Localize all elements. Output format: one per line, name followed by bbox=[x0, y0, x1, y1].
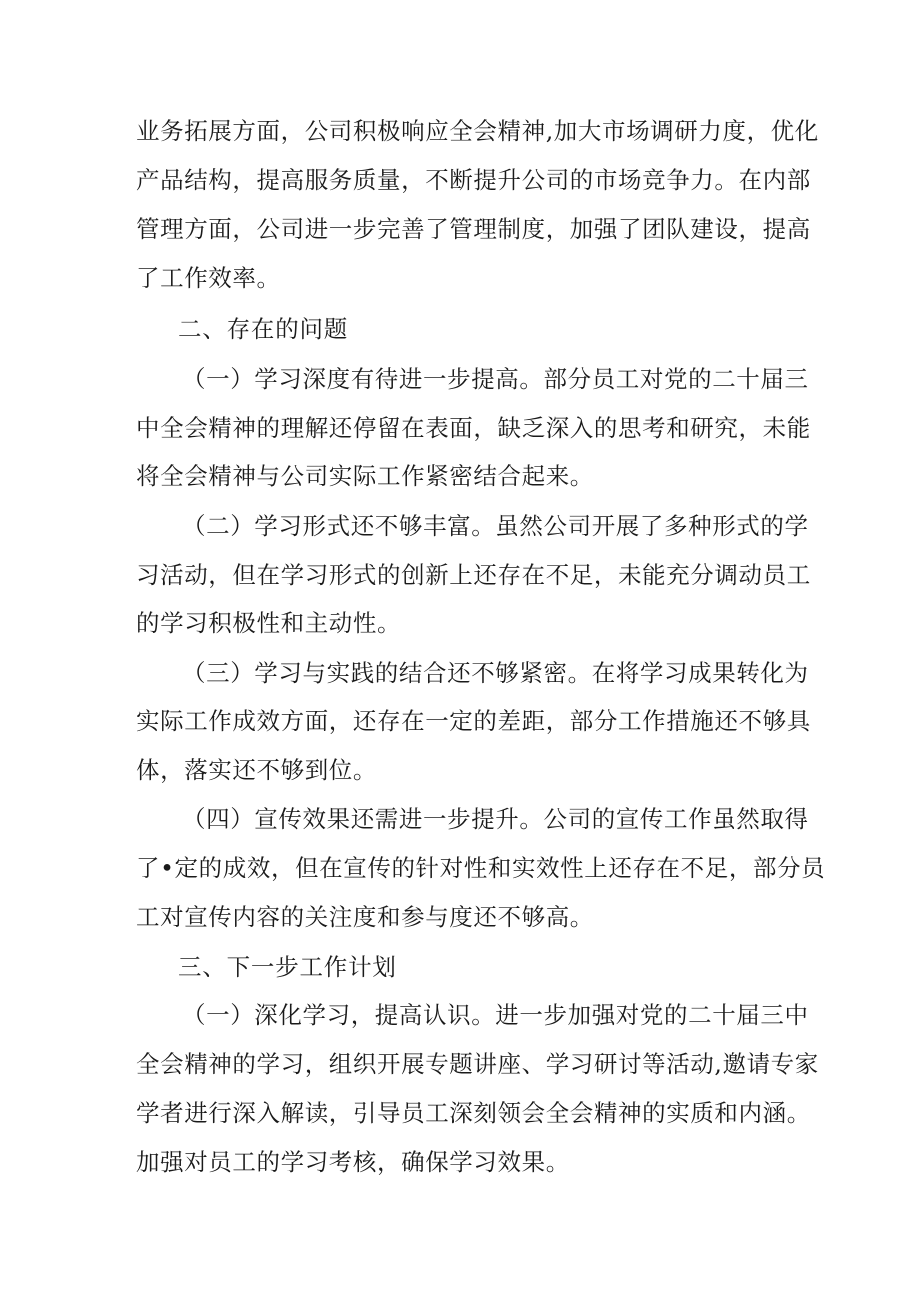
paragraph-line: 业务拓展方面，公司积极响应全会精神,加大市场调研力度，优化 bbox=[136, 117, 819, 145]
paragraph-line: 产品结构，提高服务质量，不断提升公司的市场竞争力。在内部 bbox=[136, 166, 811, 194]
paragraph-line: 的学习积极性和主动性。 bbox=[136, 609, 402, 637]
paragraph-line: 学者进行深入解读，引导员工深刻领会全会精神的实质和内涵。 bbox=[136, 1099, 811, 1127]
paragraph-line: 实际工作成效方面，还存在一定的差距，部分工作措施还不够具 bbox=[136, 707, 811, 735]
paragraph-line: 中全会精神的理解还停留在表面，缺乏深入的思考和研究，未能 bbox=[136, 414, 811, 442]
paragraph-line: （一）深化学习，提高认识。进一步加强对党的二十届三中 bbox=[182, 1001, 809, 1029]
paragraph-line: 了工作效率。 bbox=[136, 264, 281, 292]
paragraph-line: （二）学习形式还不够丰富。虽然公司开展了多种形式的学 bbox=[182, 512, 809, 540]
paragraph-line: （四）宣传效果还需进一步提升。公司的宣传工作虽然取得 bbox=[182, 805, 809, 833]
section-heading-next-steps: 三、下一步工作计划 bbox=[178, 953, 397, 981]
paragraph-line: 加强对员工的学习考核，确保学习效果。 bbox=[136, 1148, 570, 1176]
paragraph-line: 了•定的成效，但在宣传的针对性和实效性上还存在不足，部分员 bbox=[136, 854, 826, 882]
paragraph-line: 将全会精神与公司实际工作紧密结合起来。 bbox=[136, 462, 594, 490]
paragraph-line: 体，落实还不够到位。 bbox=[136, 756, 377, 784]
paragraph-line: （三）学习与实践的结合还不够紧密。在将学习成果转化为 bbox=[182, 659, 809, 687]
paragraph-line: 习活动，但在学习形式的创新上还存在不足，未能充分调动员工 bbox=[136, 561, 811, 589]
paragraph-line: 全会精神的学习，组织开展专题讲座、学习研讨等活动,邀请专家 bbox=[136, 1050, 819, 1078]
paragraph-line: （一）学习深度有待进一步提高。部分员工对党的二十届三 bbox=[182, 365, 809, 393]
paragraph-line: 工对宣传内容的关注度和参与度还不够高。 bbox=[136, 903, 594, 931]
section-heading-problems: 二、存在的问题 bbox=[178, 315, 349, 343]
paragraph-line: 管理方面，公司进一步完善了管理制度，加强了团队建设，提高 bbox=[136, 215, 811, 243]
